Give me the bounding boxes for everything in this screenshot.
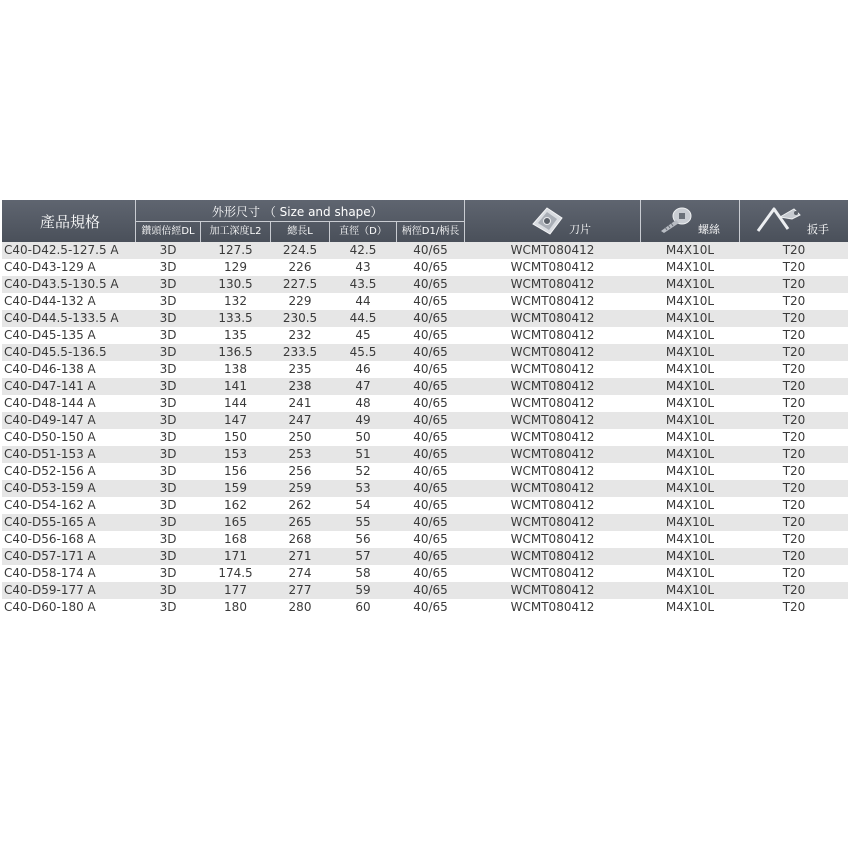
- table-row: [2, 446, 848, 463]
- wrench-cell: T20: [782, 481, 806, 495]
- length-cell: 241: [288, 396, 312, 410]
- insert-cell: WCMT080412: [510, 294, 595, 308]
- shank-cell: 40/65: [413, 294, 448, 308]
- wrench-cell: T20: [782, 243, 806, 257]
- insert-cell: WCMT080412: [510, 362, 595, 376]
- screw-cell: M4X10L: [665, 294, 715, 308]
- shank-cell: 40/65: [413, 362, 448, 376]
- screw-cell: M4X10L: [665, 396, 715, 410]
- shank-cell: 40/65: [413, 430, 448, 444]
- dl-cell: 3D: [159, 294, 177, 308]
- dl-cell: 3D: [159, 260, 177, 274]
- length-cell: 271: [288, 549, 312, 563]
- l2-cell: 135: [224, 328, 247, 342]
- dl-cell: 3D: [159, 379, 177, 393]
- dl-cell: 3D: [159, 566, 177, 580]
- dl-cell: 3D: [159, 396, 177, 410]
- insert-cell: WCMT080412: [510, 243, 595, 257]
- shank-cell: 40/65: [413, 583, 448, 597]
- length-cell: 230.5: [282, 311, 318, 325]
- l2-cell: 156: [224, 464, 247, 478]
- product-spec-header: 產品規格: [40, 213, 101, 231]
- wrench-cell: T20: [782, 413, 806, 427]
- dl-cell: 3D: [159, 481, 177, 495]
- l2-cell: 138: [224, 362, 247, 376]
- table-row: [2, 259, 848, 276]
- diameter-cell: 49: [355, 413, 371, 427]
- dl-cell: 3D: [159, 549, 177, 563]
- diameter-cell: 51: [355, 447, 371, 461]
- model-cell: C40-D57-171 A: [4, 549, 96, 563]
- screw-cell: M4X10L: [665, 379, 715, 393]
- diameter-cell: 57: [355, 549, 371, 563]
- length-cell: 253: [288, 447, 312, 461]
- insert-cell: WCMT080412: [510, 345, 595, 359]
- length-cell: 229: [288, 294, 312, 308]
- model-cell: C40-D50-150 A: [4, 430, 96, 444]
- table-body: [2, 242, 848, 616]
- model-cell: C40-D47-141 A: [4, 379, 96, 393]
- l2-cell: 150: [224, 430, 247, 444]
- dl-cell: 3D: [159, 328, 177, 342]
- shank-cell: 40/65: [413, 532, 448, 546]
- model-cell: C40-D44.5-133.5 A: [4, 311, 119, 325]
- screw-cell: M4X10L: [665, 515, 715, 529]
- wrench-cell: T20: [782, 549, 806, 563]
- dl-cell: 3D: [159, 345, 177, 359]
- table-row: [2, 531, 848, 548]
- l2-cell: 168: [224, 532, 247, 546]
- shank-cell: 40/65: [413, 549, 448, 563]
- model-cell: C40-D55-165 A: [4, 515, 96, 529]
- wrench-cell: T20: [782, 515, 806, 529]
- length-cell: 235: [288, 362, 312, 376]
- diameter-cell: 45.5: [349, 345, 377, 359]
- wrench-cell: T20: [782, 328, 806, 342]
- insert-cell: WCMT080412: [510, 311, 595, 325]
- model-cell: C40-D45.5-136.5: [4, 345, 107, 359]
- diameter-cell: 56: [355, 532, 371, 546]
- l2-cell: 162: [224, 498, 247, 512]
- table-row: [2, 293, 848, 310]
- diameter-cell: 55: [355, 515, 371, 529]
- insert-cell: WCMT080412: [510, 277, 595, 291]
- table-row: [2, 582, 848, 599]
- insert-cell: WCMT080412: [510, 498, 595, 512]
- wrench-cell: T20: [782, 430, 806, 444]
- table-row: [2, 429, 848, 446]
- screw-cell: M4X10L: [665, 311, 715, 325]
- l2-cell: 130.5: [218, 277, 253, 291]
- insert-cell: WCMT080412: [510, 600, 595, 614]
- dl-cell: 3D: [159, 464, 177, 478]
- wrench-icon: [754, 205, 802, 235]
- dl-cell: 3D: [159, 532, 177, 546]
- length-cell: 259: [288, 481, 312, 495]
- wrench-cell: T20: [782, 311, 806, 325]
- sub-header-d1: 柄徑D1/柄長: [401, 226, 460, 237]
- shank-cell: 40/65: [413, 311, 448, 325]
- insert-cell: WCMT080412: [510, 566, 595, 580]
- length-cell: 224.5: [282, 243, 318, 257]
- screw-cell: M4X10L: [665, 362, 715, 376]
- wrench-header: 扳手: [807, 223, 829, 236]
- length-cell: 262: [288, 498, 312, 512]
- length-cell: 277: [288, 583, 312, 597]
- length-cell: 233.5: [282, 345, 318, 359]
- screw-cell: M4X10L: [665, 532, 715, 546]
- table-header: [2, 200, 848, 242]
- model-cell: C40-D43.5-130.5 A: [4, 277, 119, 291]
- length-cell: 250: [288, 430, 312, 444]
- length-cell: 280: [288, 600, 312, 614]
- shank-cell: 40/65: [413, 260, 448, 274]
- screw-cell: M4X10L: [665, 328, 715, 342]
- wrench-cell: T20: [782, 379, 806, 393]
- dimensions-header: 外形尺寸 （ Size and shape）: [212, 205, 383, 219]
- dl-cell: 3D: [159, 277, 177, 291]
- wrench-cell: T20: [782, 294, 806, 308]
- table-row: [2, 480, 848, 497]
- shank-cell: 40/65: [413, 515, 448, 529]
- diameter-cell: 46: [355, 362, 371, 376]
- l2-cell: 136.5: [218, 345, 253, 359]
- insert-cell: WCMT080412: [510, 583, 595, 597]
- screw-cell: M4X10L: [665, 260, 715, 274]
- dl-cell: 3D: [159, 600, 177, 614]
- shank-cell: 40/65: [413, 447, 448, 461]
- table-row: [2, 344, 848, 361]
- shank-cell: 40/65: [413, 498, 448, 512]
- wrench-cell: T20: [782, 362, 806, 376]
- insert-cell: WCMT080412: [510, 413, 595, 427]
- model-cell: C40-D59-177 A: [4, 583, 96, 597]
- wrench-cell: T20: [782, 464, 806, 478]
- shank-cell: 40/65: [413, 464, 448, 478]
- screw-cell: M4X10L: [665, 277, 715, 291]
- diameter-cell: 53: [355, 481, 371, 495]
- diameter-cell: 58: [355, 566, 371, 580]
- l2-cell: 180: [224, 600, 247, 614]
- l2-cell: 132: [224, 294, 247, 308]
- shank-cell: 40/65: [413, 413, 448, 427]
- model-cell: C40-D44-132 A: [4, 294, 96, 308]
- model-cell: C40-D42.5-127.5 A: [4, 243, 119, 257]
- screw-cell: M4X10L: [665, 243, 715, 257]
- diameter-cell: 48: [355, 396, 371, 410]
- wrench-cell: T20: [782, 600, 806, 614]
- insert-cell: WCMT080412: [510, 447, 595, 461]
- l2-cell: 165: [224, 515, 247, 529]
- insert-header: 刀片: [569, 223, 591, 236]
- screw-cell: M4X10L: [665, 498, 715, 512]
- spec-table: [2, 200, 848, 616]
- screw-cell: M4X10L: [665, 430, 715, 444]
- table-row: [2, 514, 848, 531]
- dl-cell: 3D: [159, 515, 177, 529]
- wrench-cell: T20: [782, 260, 806, 274]
- length-cell: 268: [288, 532, 312, 546]
- screw-cell: M4X10L: [665, 413, 715, 427]
- screw-header: 螺絲: [698, 223, 720, 236]
- insert-cell: WCMT080412: [510, 549, 595, 563]
- model-cell: C40-D48-144 A: [4, 396, 96, 410]
- table-row: [2, 395, 848, 412]
- model-cell: C40-D46-138 A: [4, 362, 96, 376]
- screw-icon: [657, 205, 695, 235]
- insert-cell: WCMT080412: [510, 396, 595, 410]
- wrench-cell: T20: [782, 583, 806, 597]
- table-row: [2, 327, 848, 344]
- model-cell: C40-D53-159 A: [4, 481, 96, 495]
- insert-cell: WCMT080412: [510, 379, 595, 393]
- shank-cell: 40/65: [413, 481, 448, 495]
- l2-cell: 174.5: [218, 566, 253, 580]
- screw-cell: M4X10L: [665, 583, 715, 597]
- diameter-cell: 47: [355, 379, 371, 393]
- insert-icon: [530, 206, 564, 236]
- l2-cell: 159: [224, 481, 247, 495]
- l2-cell: 177: [224, 583, 247, 597]
- wrench-cell: T20: [782, 345, 806, 359]
- shank-cell: 40/65: [413, 328, 448, 342]
- screw-cell: M4X10L: [665, 464, 715, 478]
- dl-cell: 3D: [159, 447, 177, 461]
- l2-cell: 129: [224, 260, 247, 274]
- screw-cell: M4X10L: [665, 566, 715, 580]
- dl-cell: 3D: [159, 583, 177, 597]
- dl-cell: 3D: [159, 311, 177, 325]
- screw-cell: M4X10L: [665, 345, 715, 359]
- table-row: [2, 497, 848, 514]
- diameter-cell: 43.5: [349, 277, 377, 291]
- shank-cell: 40/65: [413, 396, 448, 410]
- diameter-cell: 52: [355, 464, 371, 478]
- screw-cell: M4X10L: [665, 549, 715, 563]
- diameter-cell: 43: [355, 260, 371, 274]
- insert-cell: WCMT080412: [510, 481, 595, 495]
- diameter-cell: 44: [355, 294, 371, 308]
- shank-cell: 40/65: [413, 277, 448, 291]
- insert-cell: WCMT080412: [510, 464, 595, 478]
- l2-cell: 147: [224, 413, 247, 427]
- sub-header-dl: 鑽頭倍經DL: [141, 226, 195, 237]
- l2-cell: 153: [224, 447, 247, 461]
- screw-cell: M4X10L: [665, 600, 715, 614]
- table-row: [2, 565, 848, 582]
- l2-cell: 133.5: [218, 311, 253, 325]
- table-row: [2, 242, 848, 259]
- table-row: [2, 463, 848, 480]
- model-cell: C40-D54-162 A: [4, 498, 96, 512]
- sub-header-d: 直徑（D）: [339, 226, 387, 237]
- insert-cell: WCMT080412: [510, 260, 595, 274]
- diameter-cell: 60: [355, 600, 371, 614]
- length-cell: 265: [288, 515, 312, 529]
- wrench-cell: T20: [782, 566, 806, 580]
- model-cell: C40-D51-153 A: [4, 447, 96, 461]
- table-row: [2, 378, 848, 395]
- length-cell: 256: [288, 464, 312, 478]
- dl-cell: 3D: [159, 430, 177, 444]
- diameter-cell: 42.5: [349, 243, 377, 257]
- model-cell: C40-D56-168 A: [4, 532, 96, 546]
- shank-cell: 40/65: [413, 243, 448, 257]
- table-row: [2, 412, 848, 429]
- diameter-cell: 44.5: [349, 311, 377, 325]
- shank-cell: 40/65: [413, 600, 448, 614]
- wrench-cell: T20: [782, 447, 806, 461]
- wrench-cell: T20: [782, 532, 806, 546]
- model-cell: C40-D49-147 A: [4, 413, 96, 427]
- screw-cell: M4X10L: [665, 447, 715, 461]
- length-cell: 274: [288, 566, 312, 580]
- length-cell: 226: [288, 260, 312, 274]
- l2-cell: 127.5: [218, 243, 253, 257]
- l2-cell: 141: [224, 379, 247, 393]
- insert-cell: WCMT080412: [510, 515, 595, 529]
- length-cell: 227.5: [282, 277, 318, 291]
- screw-cell: M4X10L: [665, 481, 715, 495]
- model-cell: C40-D52-156 A: [4, 464, 96, 478]
- model-cell: C40-D60-180 A: [4, 600, 96, 614]
- insert-cell: WCMT080412: [510, 328, 595, 342]
- wrench-cell: T20: [782, 396, 806, 410]
- insert-cell: WCMT080412: [510, 532, 595, 546]
- table-row: [2, 310, 848, 327]
- sub-header-l: 總長L: [287, 226, 313, 237]
- table-row: [2, 599, 848, 616]
- length-cell: 238: [288, 379, 312, 393]
- table-row: [2, 548, 848, 565]
- dl-cell: 3D: [159, 362, 177, 376]
- shank-cell: 40/65: [413, 566, 448, 580]
- model-cell: C40-D58-174 A: [4, 566, 96, 580]
- wrench-cell: T20: [782, 498, 806, 512]
- model-cell: C40-D43-129 A: [4, 260, 96, 274]
- diameter-cell: 50: [355, 430, 371, 444]
- length-cell: 247: [288, 413, 312, 427]
- diameter-cell: 54: [355, 498, 371, 512]
- table-row: [2, 361, 848, 378]
- diameter-cell: 59: [355, 583, 371, 597]
- model-cell: C40-D45-135 A: [4, 328, 96, 342]
- diameter-cell: 45: [355, 328, 371, 342]
- insert-cell: WCMT080412: [510, 430, 595, 444]
- shank-cell: 40/65: [413, 345, 448, 359]
- length-cell: 232: [288, 328, 312, 342]
- dl-cell: 3D: [159, 498, 177, 512]
- shank-cell: 40/65: [413, 379, 448, 393]
- l2-cell: 144: [224, 396, 247, 410]
- table-row: [2, 276, 848, 293]
- dl-cell: 3D: [159, 243, 177, 257]
- dl-cell: 3D: [159, 413, 177, 427]
- sub-header-l2: 加工深度L2: [209, 226, 262, 237]
- l2-cell: 171: [224, 549, 247, 563]
- wrench-cell: T20: [782, 277, 806, 291]
